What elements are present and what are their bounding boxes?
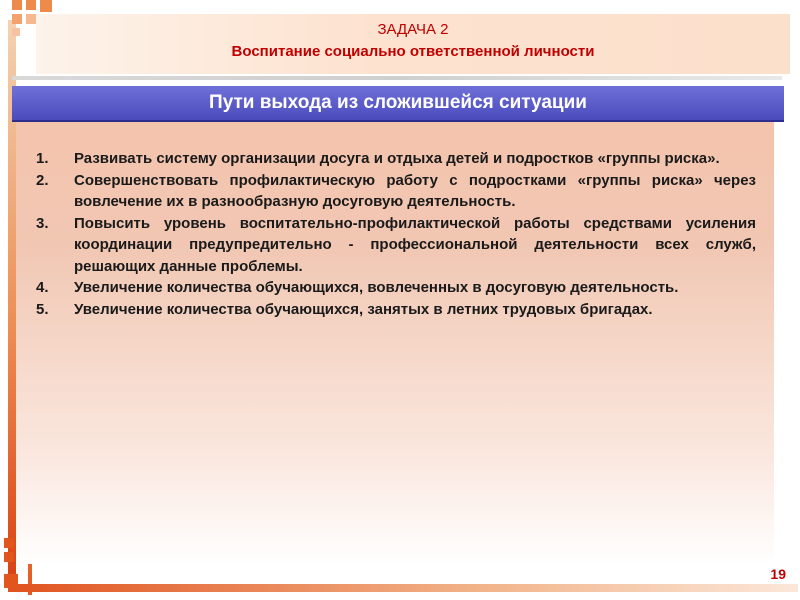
ways-list (36, 148, 756, 320)
task-subtitle: Воспитание социально ответственной личности (231, 43, 595, 60)
divider-line (12, 76, 782, 80)
decor-square (4, 574, 18, 588)
list-item-number: 3. (36, 214, 49, 232)
list-item-text: Увеличение количества обучающихся, занятых в летних трудовых бригадах. (74, 300, 653, 318)
list-item (36, 299, 756, 321)
list-item (36, 213, 756, 278)
page-number: 19 (770, 566, 786, 582)
task-title: ЗАДАЧА 2 (377, 21, 449, 38)
decor-square (26, 14, 36, 24)
list-item-number: 4. (36, 279, 49, 296)
section-header (12, 86, 784, 122)
decor-square (4, 552, 14, 562)
list-item-number: 2. (36, 171, 49, 189)
bottom-frame-bar (8, 584, 798, 592)
decor-square (12, 14, 22, 24)
list-item-text: Повысить уровень воспитательно-профилактической работы средствами усиления координации предупредительно - профессиональной деятельности всех служб, решающих данные проблемы. (74, 214, 756, 275)
list-item-number: 5. (36, 300, 49, 318)
section-header-text: Пути выхода из сложившейся ситуации (209, 92, 587, 113)
decor-square (12, 0, 22, 10)
decor-square (4, 538, 14, 548)
decor-square (40, 0, 52, 12)
list-item-text: Развивать систему организации досуга и отдыха детей и подростков «группы риска». (74, 150, 720, 167)
list-item-text: Увеличение количества обучающихся, вовлеченных в досуговую деятельность. (74, 279, 679, 296)
decor-square (26, 0, 36, 10)
decor-square (12, 28, 20, 36)
list-item (36, 148, 756, 170)
list-item-number: 1. (36, 150, 49, 167)
list-item-text: Совершенствовать профилактическую работу с подростками «группы риска» через вовлечение их в разнообразную досуговую деятельность. (74, 171, 756, 210)
list-item (36, 277, 756, 299)
list-item (36, 170, 756, 213)
